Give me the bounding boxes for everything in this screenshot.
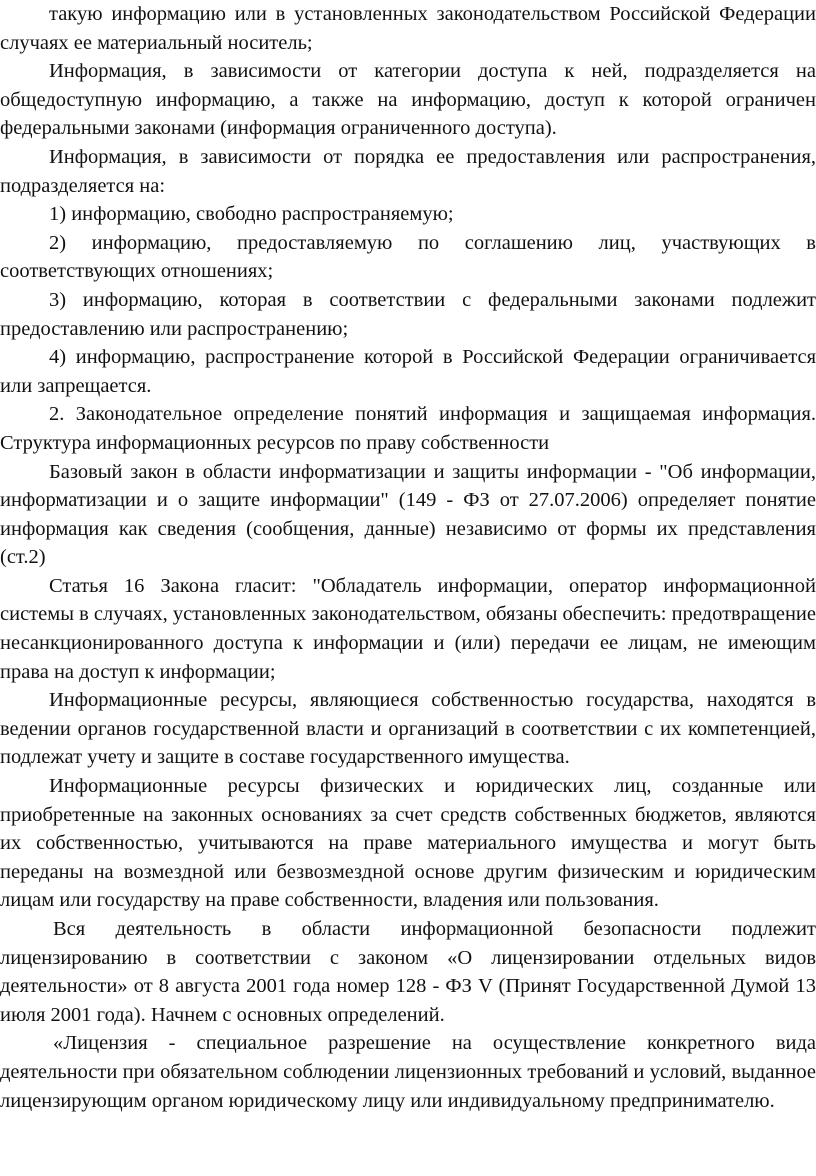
- paragraph-article-16: Статья 16 Закона гласит: "Обладатель информации, оператор информационной системы в случаях, установленных законодательством, обязаны обеспечить: предотвращение несанкционированного доступа к информации и (или) передачи ее лицам, не имеющим права на доступ к информации;: [0, 574, 816, 683]
- paragraph-information-access-category: Информация, в зависимости от категории доступа к ней, подразделяется на общедоступную информацию, а также на информацию, доступ к которой ограничен федеральными законами (информация ограниченного доступа).: [0, 60, 816, 140]
- section-heading-2: 2. Законодательное определение понятий информация и защищаемая информация. Структура информационных ресурсов по праву собственности: [0, 403, 816, 454]
- list-item-2: 2) информацию, предоставляемую по соглашению лиц, участвующих в соответствующих отношениях;: [0, 231, 816, 283]
- paragraph-base-law: Базовый закон в области информатизации и защиты информации - "Об информации, информатизации и о защите информации" (149 - ФЗ от 27.07.2006) определяет понятие информация как сведения (сообщения, данные) независимо от формы их представления (ст.2): [0, 460, 816, 569]
- list-item-4: 4) информацию, распространение которой в Российской Федерации ограничивается или запрещается.: [0, 346, 816, 397]
- list-item-1: 1) информацию, свободно распространяемую;: [49, 203, 454, 226]
- paragraph-continuation: такую информацию или в установленных законодательством Российской Федерации случаях ее материальный носитель;: [0, 3, 816, 54]
- paragraph-license-definition: «Лицензия - специальное разрешение на осуществление конкретного вида деятельности при обязательном соблюдении лицензионных требований и условий, выданное лицензирующим органом юридическому лицу или индивидуальному предпринимателю.: [0, 1032, 816, 1112]
- paragraph-state-resources: Информационные ресурсы, являющиеся собственностью государства, находятся в ведении органов государственной власти и организаций в соответствии с их компетенцией, подлежат учету и защите в составе государственного имущества.: [0, 689, 816, 769]
- paragraph-licensing: Вся деятельность в области информационной безопасности подлежит лицензированию в соответствии с законом «О лицензировании отдельных видов деятельности» от 8 августа 2001 года номер 128 - ФЗ V (Принят Государственной Думой 13 июля 2001 года). Начнем с основных определений.: [0, 918, 816, 1026]
- paragraph-private-resources: Информационные ресурсы физических и юридических лиц, созданные или приобретенные на законных основаниях за счет средств собственных бюджетов, являются их собственностью, учитываются на праве материального имущества и могут быть переданы на возмездной или безвозмездной основе другим физическим и юридическим лицам или государству на праве собственности, владения или пользования.: [0, 775, 816, 912]
- paragraph-information-distribution: Информация, в зависимости от порядка ее предоставления или распространения, подразделяется на:: [0, 145, 816, 197]
- list-item-3: 3) информацию, которая в соответствии с федеральными законами подлежит предоставлению или распространению;: [0, 288, 816, 340]
